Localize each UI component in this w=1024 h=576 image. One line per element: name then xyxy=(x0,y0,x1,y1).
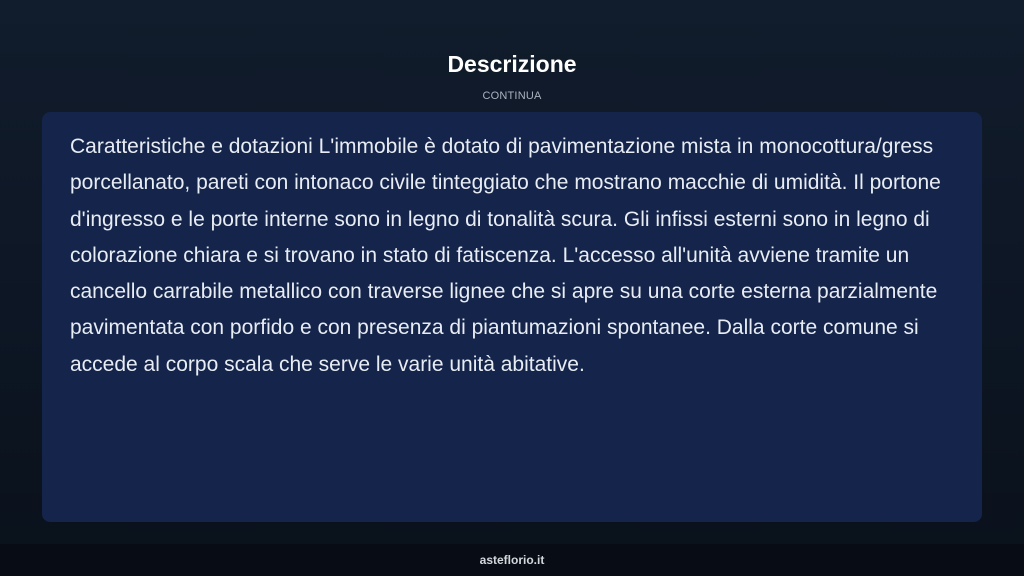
description-card xyxy=(42,112,982,522)
page-title: Descrizione xyxy=(447,51,577,77)
footer-site-label: asteflorio.it xyxy=(479,553,545,567)
footer-bar xyxy=(0,544,1024,576)
description-text: Caratteristiche e dotazioni L'immobile è dotato di pavimentazione mista in monocottura/gress porcellanato, pareti con intonaco civile tinteggiato che mostrano macchie di umidità. Il portone d'ingresso e le porte interne sono in legno di tonalità scura. Gli infissi esterni sono in legno di colorazione chiara e si trovano in stato di fatiscenza. L'accesso all'unità avviene tramite un cancello carrabile metallico con traverse lignee che si apre su una corte esterna parzialmente pavimentata con porfido e con presenza di piantumazioni spontanee. Dalla corte comune si accede al corpo scala che serve le varie unità abitative. xyxy=(70,135,941,376)
continued-label: CONTINUA xyxy=(482,90,542,102)
